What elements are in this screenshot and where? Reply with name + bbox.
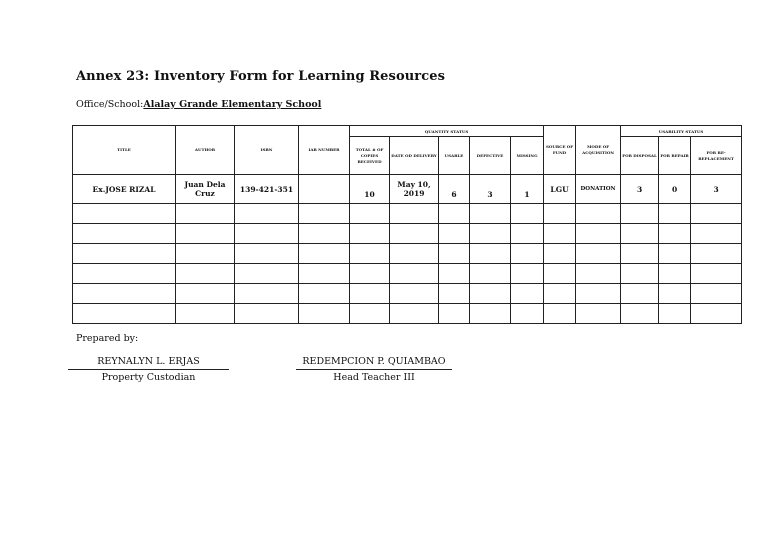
col-header-for-disposal: FOR DISPOSAL	[621, 137, 659, 175]
table-row-empty	[73, 304, 742, 324]
table-row-empty	[73, 204, 742, 224]
col-header-total-copies: TOTAL # OF COPIES RECEIVED	[350, 137, 390, 175]
cell-date-delivery: May 10, 2019	[390, 175, 439, 204]
col-header-for-replacement: FOR RE-REPLACEMENT	[691, 137, 742, 175]
col-header-mode-acquisition: MODE OF ACQUISITION	[576, 126, 621, 175]
page-title: Annex 23: Inventory Form for Learning Resources	[76, 69, 446, 84]
col-header-isbn: ISBN	[235, 126, 299, 175]
cell-for-replacement: 3	[691, 175, 742, 204]
table-row	[73, 175, 742, 204]
cell-for-disposal: 3	[621, 175, 659, 204]
table-row-empty	[73, 264, 742, 284]
inventory-table	[72, 125, 742, 324]
cell-source-fund: LGU	[544, 175, 576, 204]
signatory-role: Property Custodian	[101, 372, 196, 383]
table-row-empty	[73, 244, 742, 264]
cell-author: Juan Dela Cruz	[176, 175, 235, 204]
col-header-defective: DEFECTIVE	[470, 137, 511, 175]
group-header-usability-status: USABILITY STATUS	[621, 126, 742, 137]
col-header-source-fund: SOURCE OF FUND	[544, 126, 576, 175]
signatory-role: Head Teacher III	[333, 372, 415, 383]
col-header-iar-number: IAR NUMBER	[299, 126, 350, 175]
header-row-groups	[73, 126, 742, 137]
signatory-name: REDEMPCION P. QUIAMBAO	[296, 356, 452, 370]
table-row-empty	[73, 284, 742, 304]
school-name: Alalay Grande Elementary School	[143, 99, 322, 110]
office-label: Office/School:	[76, 99, 144, 110]
prepared-by-label: Prepared by:	[76, 333, 139, 344]
cell-usable: 6	[439, 175, 470, 204]
table-row-empty	[73, 224, 742, 244]
signatory-name: REYNALYN L. ERJAS	[68, 356, 229, 370]
col-header-author: AUTHOR	[176, 126, 235, 175]
cell-isbn: 139-421-351	[235, 175, 299, 204]
cell-defective: 3	[470, 175, 511, 204]
col-header-for-repair: FOR REPAIR	[659, 137, 691, 175]
cell-missing: 1	[511, 175, 544, 204]
col-header-usable: USABLE	[439, 137, 470, 175]
group-header-quantity-status: QUANTITY STATUS	[350, 126, 544, 137]
cell-mode-acquisition: DONATION	[576, 175, 621, 204]
col-header-title: TITLE	[73, 126, 176, 175]
col-header-date-delivery: DATE OD DELIVERY	[390, 137, 439, 175]
cell-iar-number	[299, 175, 350, 204]
cell-title: Ex.JOSE RIZAL	[73, 175, 176, 204]
cell-for-repair: 0	[659, 175, 691, 204]
signatory-custodian	[68, 356, 229, 383]
cell-total-copies: 10	[350, 175, 390, 204]
col-header-missing: MISSING	[511, 137, 544, 175]
signatory-head-teacher	[296, 356, 452, 383]
office-school-line	[76, 99, 321, 110]
